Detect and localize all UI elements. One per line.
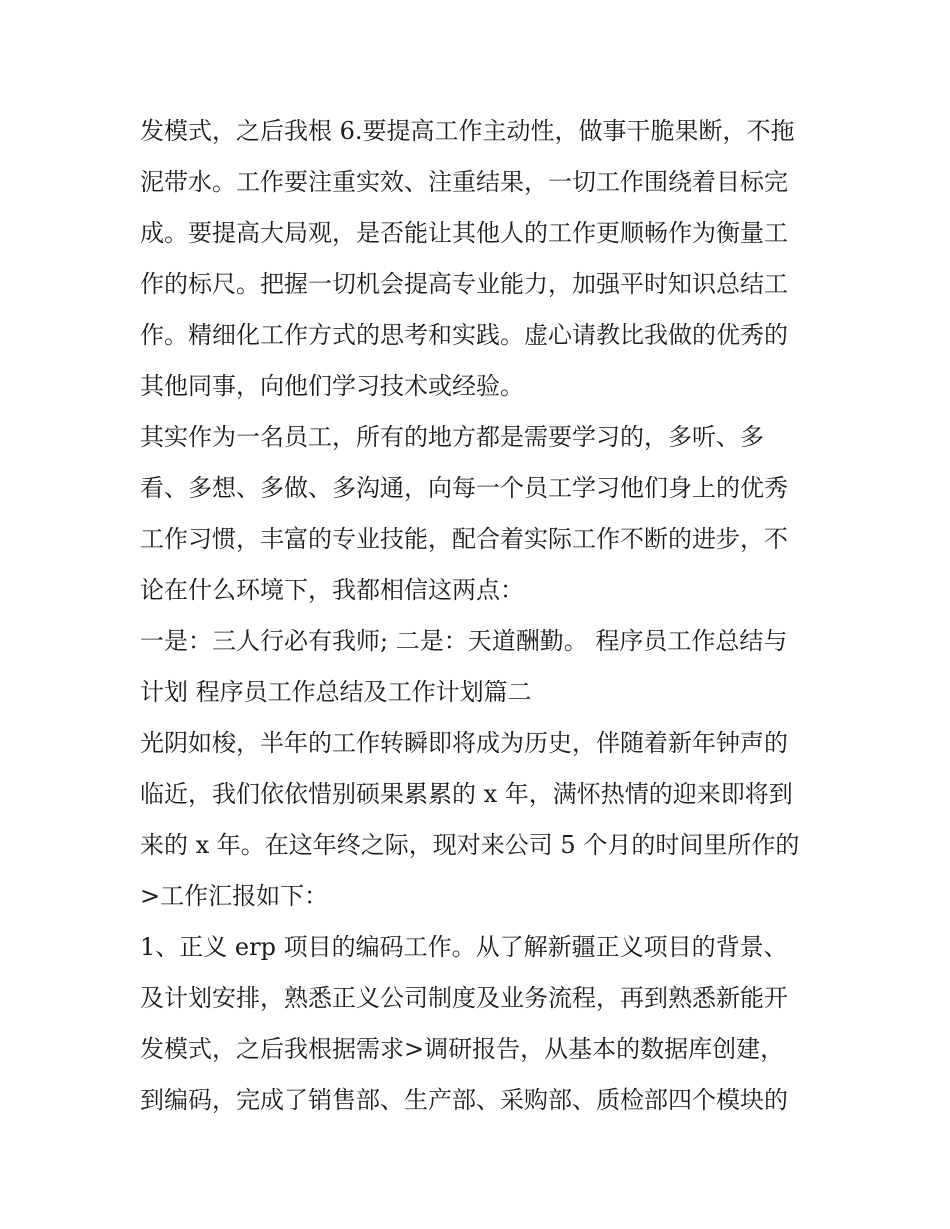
- text-line: 其他同事，向他们学习技术或经验。: [140, 372, 524, 400]
- text-line: 到编码，完成了销售部、生产部、采购部、质检部四个模块的: [140, 1086, 788, 1114]
- text-line: 临近，我们依依惜别硕果累累的 x 年，满怀热情的迎来即将到: [140, 780, 793, 808]
- text-line: 发模式，之后我根 6.要提高工作主动性，做事干脆果断，不拖: [140, 117, 795, 145]
- text-line: 1、正义 erp 项目的编码工作。从了解新疆正义项目的背景、: [140, 933, 788, 961]
- text-line: 一是：三人行必有我师; 二是：天道酬勤。 程序员工作总结与: [140, 627, 788, 655]
- text-line: 泥带水。工作要注重实效、注重结果，一切工作围绕着目标完: [140, 168, 788, 196]
- document-body: [140, 106, 820, 1126]
- text-line: 论在什么环境下，我都相信这两点：: [140, 576, 524, 604]
- text-line: 发模式，之后我根据需求>调研报告，从基本的数据库创建，: [140, 1035, 785, 1063]
- text-line: 作。精细化工作方式的思考和实践。虚心请教比我做的优秀的: [140, 321, 788, 349]
- text-line: 作的标尺。把握一切机会提高专业能力，加强平时知识总结工: [140, 270, 788, 298]
- text-line: 其实作为一名员工，所有的地方都是需要学习的，多听、多: [140, 423, 764, 451]
- text-line: >工作汇报如下：: [140, 882, 329, 910]
- text-line: 成。要提高大局观，是否能让其他人的工作更顺畅作为衡量工: [140, 219, 788, 247]
- text-line: 计划 程序员工作总结及工作计划篇二: [140, 678, 532, 706]
- text-line: 看、多想、多做、多沟通，向每一个员工学习他们身上的优秀: [140, 474, 788, 502]
- text-line: 及计划安排，熟悉正义公司制度及业务流程，再到熟悉新能开: [140, 984, 788, 1012]
- text-line: 光阴如梭，半年的工作转瞬即将成为历史，伴随着新年钟声的: [140, 729, 788, 757]
- text-line: 来的 x 年。在这年终之际，现对来公司 5 个月的时间里所作的: [140, 831, 800, 859]
- text-line: 工作习惯，丰富的专业技能，配合着实际工作不断的进步，不: [140, 525, 788, 553]
